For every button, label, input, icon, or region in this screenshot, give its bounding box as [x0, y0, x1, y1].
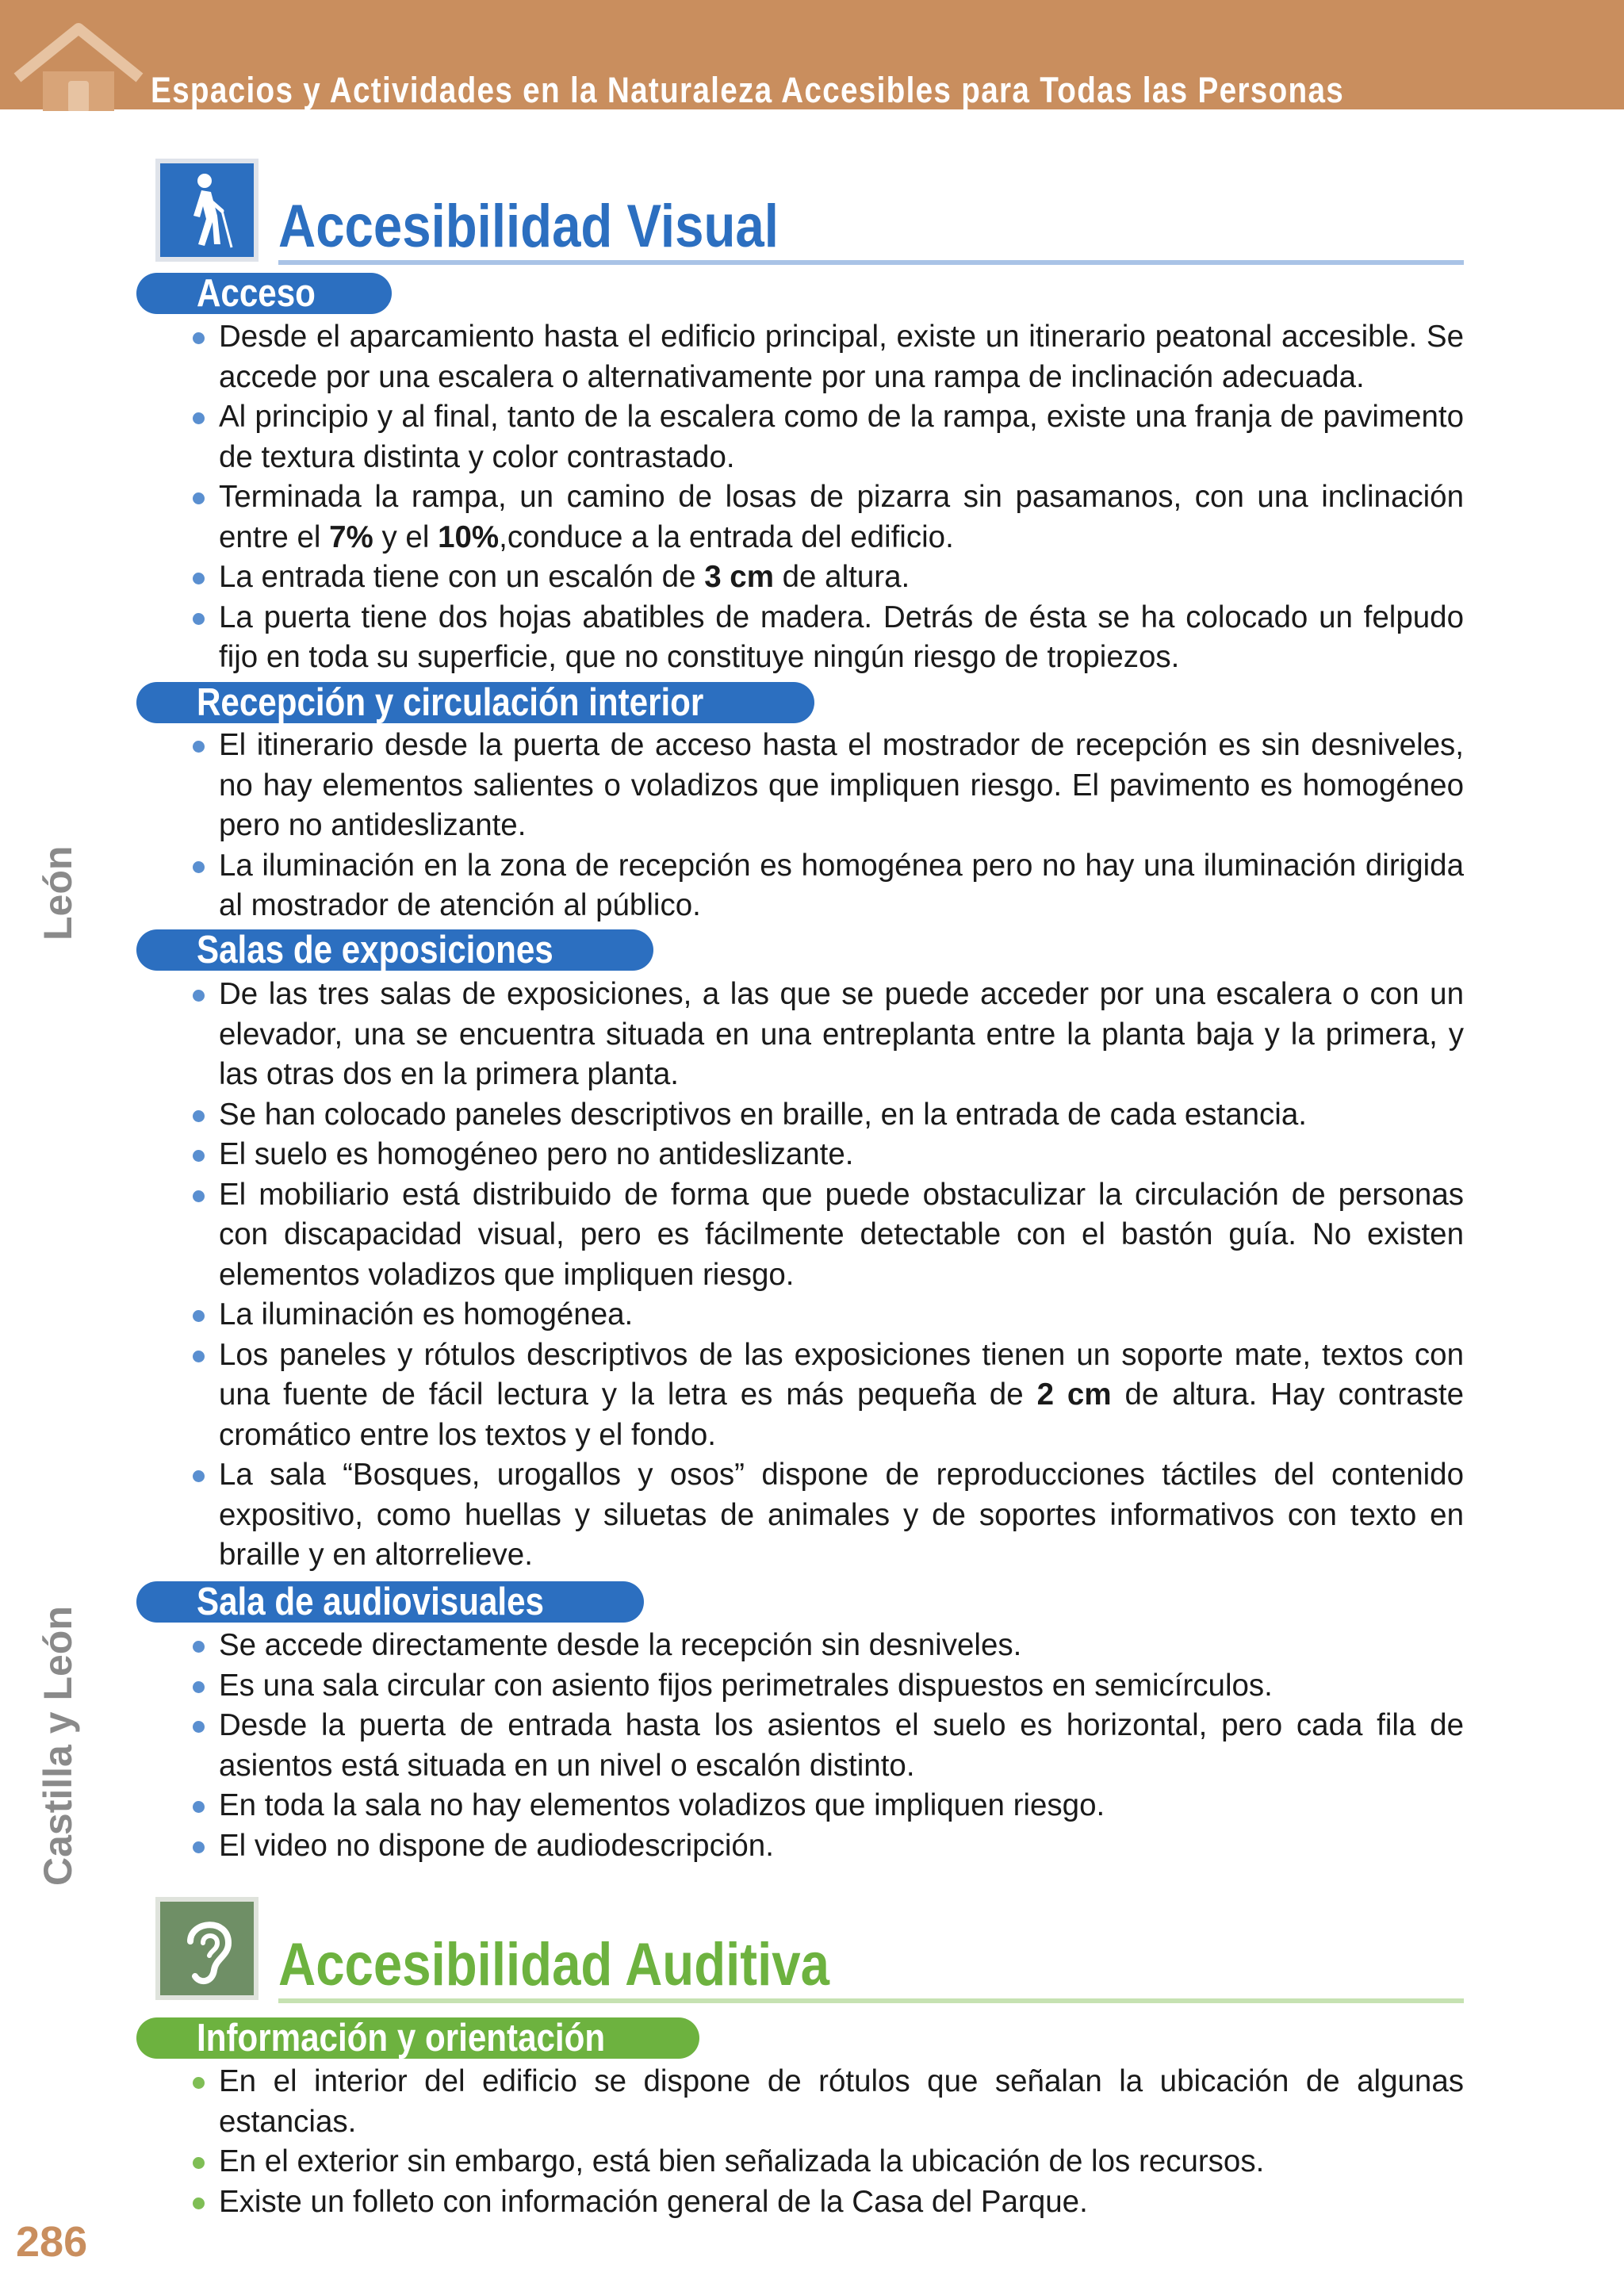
- list-item: Desde la puerta de entrada hasta los asientos el suelo es horizontal, pero cada fila de asientos está situada en un nivel o escalón distinto.: [219, 1706, 1464, 1786]
- blind-person-cane-icon: [155, 159, 259, 262]
- list-item: En el exterior sin embargo, está bien señalizada la ubicación de los recursos.: [219, 2142, 1464, 2182]
- list-item: En toda la sala no hay elementos voladizos que impliquen riesgo.: [219, 1786, 1464, 1826]
- list-item: El video no dispone de audiodescripción.: [219, 1826, 1464, 1867]
- list-item: La puerta tiene dos hojas abatibles de madera. Detrás de ésta se ha colocado un felpudo fijo en toda su superficie, que no constituye ningún riesgo de tropiezos.: [219, 598, 1464, 678]
- subheading-recepcion-label: Recepción y circulación interior: [197, 681, 704, 724]
- list-salas: [219, 975, 1464, 1576]
- list-recepcion: [219, 726, 1464, 926]
- list-acceso: [219, 317, 1464, 678]
- subheading-acceso-label: Acceso: [197, 272, 316, 315]
- page-number: 286: [16, 2218, 88, 2266]
- subheading-salas: [136, 929, 653, 971]
- list-item: La entrada tiene con un escalón de 3 cm de altura.: [219, 558, 1464, 598]
- section-auditiva-header: [155, 1897, 1464, 2000]
- list-item: La sala “Bosques, urogallos y osos” dispone de reproducciones táctiles del contenido expositivo, como huellas y siluetas de animales y de soportes informativos con texto en braille y en altorrelieve.: [219, 1455, 1464, 1576]
- subheading-audiovisuales: [136, 1581, 644, 1623]
- section-visual-rule: [278, 260, 1464, 265]
- section-visual-title: Accesibilidad Visual: [278, 193, 779, 260]
- side-label-community: Castilla y León: [36, 1606, 80, 1886]
- subheading-audiovisuales-label: Sala de audiovisuales: [197, 1581, 544, 1623]
- header-bar: [0, 0, 1624, 109]
- section-auditiva-title: Accesibilidad Auditiva: [278, 1931, 829, 1998]
- list-item: La iluminación es homogénea.: [219, 1295, 1464, 1335]
- section-visual-header: [155, 159, 1464, 262]
- list-item: El suelo es homogéneo pero no antideslizante.: [219, 1135, 1464, 1175]
- list-item: De las tres salas de exposiciones, a las que se puede acceder por una escalera o con un elevador, una se encuentra situada en una entreplanta entre la planta baja y la primera, y las otras dos en la primera planta.: [219, 975, 1464, 1095]
- ear-icon: [155, 1897, 259, 2000]
- list-item: Se han colocado paneles descriptivos en braille, en la entrada de cada estancia.: [219, 1095, 1464, 1136]
- list-item: Desde el aparcamiento hasta el edificio principal, existe un itinerario peatonal accesible. Se accede por una escalera o alternativamente por una rampa de inclinación adecuada.: [219, 317, 1464, 397]
- house-logo-icon: [11, 22, 146, 111]
- list-item: La iluminación en la zona de recepción es homogénea pero no hay una iluminación dirigida al mostrador de atención al público.: [219, 846, 1464, 926]
- subheading-acceso: [136, 273, 392, 314]
- header-title: Espacios y Actividades en la Naturaleza Accesibles para Todas las Personas: [151, 70, 1345, 110]
- list-item: Se accede directamente desde la recepción sin desniveles.: [219, 1626, 1464, 1666]
- list-item: El itinerario desde la puerta de acceso hasta el mostrador de recepción es sin desniveles, no hay elementos salientes o voladizos que impliquen riesgo. El pavimento es homogéneo pero no antideslizante.: [219, 726, 1464, 846]
- list-item: El mobiliario está distribuido de forma que puede obstaculizar la circulación de personas con discapacidad visual, pero es fácilmente detectable con el bastón guía. No existen elementos voladizos que impliquen riesgo.: [219, 1175, 1464, 1296]
- subheading-informacion: [136, 2017, 699, 2059]
- list-informacion: [219, 2062, 1464, 2222]
- subheading-recepcion: [136, 682, 814, 723]
- list-item: Existe un folleto con información general de la Casa del Parque.: [219, 2182, 1464, 2223]
- subheading-salas-label: Salas de exposiciones: [197, 929, 553, 971]
- list-audiovisuales: [219, 1626, 1464, 1866]
- list-item: Al principio y al final, tanto de la escalera como de la rampa, existe una franja de pavimento de textura distinta y color contrastado.: [219, 397, 1464, 477]
- subheading-informacion-label: Información y orientación: [197, 2017, 606, 2060]
- list-item: En el interior del edificio se dispone de rótulos que señalan la ubicación de algunas estancias.: [219, 2062, 1464, 2142]
- side-label-region: León: [36, 845, 80, 941]
- list-item: Terminada la rampa, un camino de losas de pizarra sin pasamanos, con una inclinación entre el 7% y el 10%,conduce a la entrada del edificio.: [219, 477, 1464, 558]
- list-item: Los paneles y rótulos descriptivos de las exposiciones tienen un soporte mate, textos con una fuente de fácil lectura y la letra es más pequeña de 2 cm de altura. Hay contraste cromático entre los textos y el fondo.: [219, 1335, 1464, 1456]
- section-auditiva-rule: [278, 1998, 1464, 2003]
- list-item: Es una sala circular con asiento fijos perimetrales dispuestos en semicírculos.: [219, 1666, 1464, 1707]
